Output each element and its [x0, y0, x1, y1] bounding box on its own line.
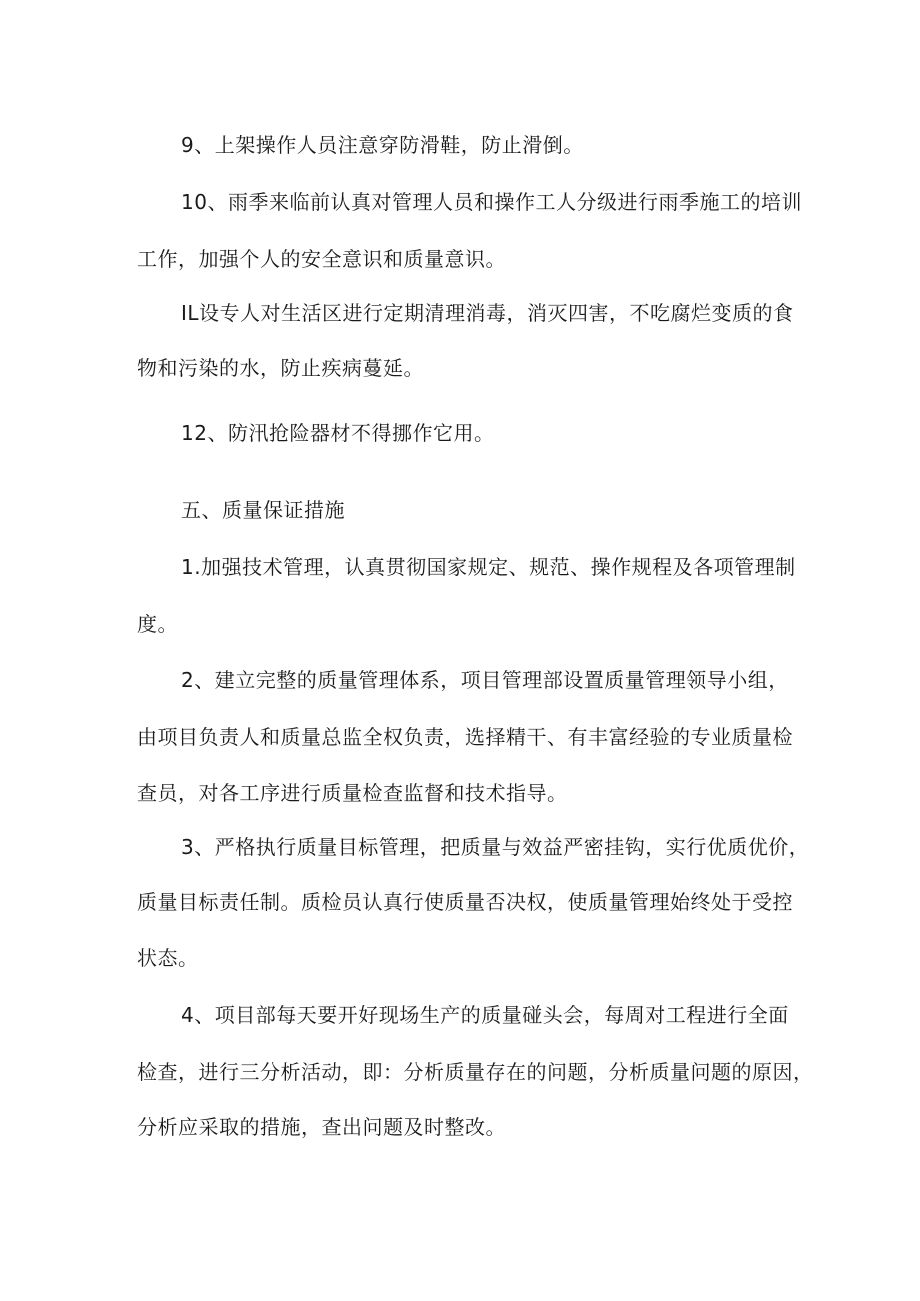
item-11-line-2: 物和污染的水，防止疾病蔓延。: [137, 356, 424, 380]
item-9-line-1: 9、上架操作人员注意穿防滑鞋，防止滑倒。: [181, 133, 584, 157]
measure-3-line-2: 质量目标责任制。质检员认真行使质量否决权，使质量管理始终处于受控: [137, 890, 793, 914]
measure-3-line-3: 状态。: [137, 946, 199, 970]
measure-2-line-3: 查员，对各工序进行质量检查监督和技术指导。: [137, 781, 568, 805]
measure-2-line-1: 2、建立完整的质量管理体系，项目管理部设置质量管理领导小组，: [181, 668, 789, 692]
measure-1-line-2: 度。: [137, 612, 178, 636]
measure-2-line-2: 由项目负责人和质量总监全权负责，选择精干、有丰富经验的专业质量检: [137, 725, 793, 749]
item-10-line-1: 10、雨季来临前认真对管理人员和操作工人分级进行雨季施工的培训: [181, 190, 802, 214]
measure-4-line-1: 4、项目部每天要开好现场生产的质量碰头会，每周对工程进行全面: [181, 1003, 789, 1027]
measure-4-line-2: 检查，进行三分析活动，即：分析质量存在的问题，分析质量问题的原因，: [137, 1060, 814, 1084]
section-5-heading: 五、质量保证措施: [181, 498, 345, 522]
item-11-line-1: IL设专人对生活区进行定期清理消毒，消灭四害，不吃腐烂变质的食: [181, 301, 794, 325]
item-12-line-1: 12、防汛抢险器材不得挪作它用。: [181, 421, 495, 445]
measure-3-line-1: 3、严格执行质量目标管理，把质量与效益严密挂钩，实行优质优价，: [181, 835, 810, 859]
measure-1-line-1: 1.加强技术管理，认真贯彻国家规定、规范、操作规程及各项管理制: [181, 555, 796, 579]
item-10-line-2: 工作，加强个人的安全意识和质量意识。: [137, 247, 506, 271]
measure-4-line-3: 分析应采取的措施，查出问题及时整改。: [137, 1115, 506, 1139]
